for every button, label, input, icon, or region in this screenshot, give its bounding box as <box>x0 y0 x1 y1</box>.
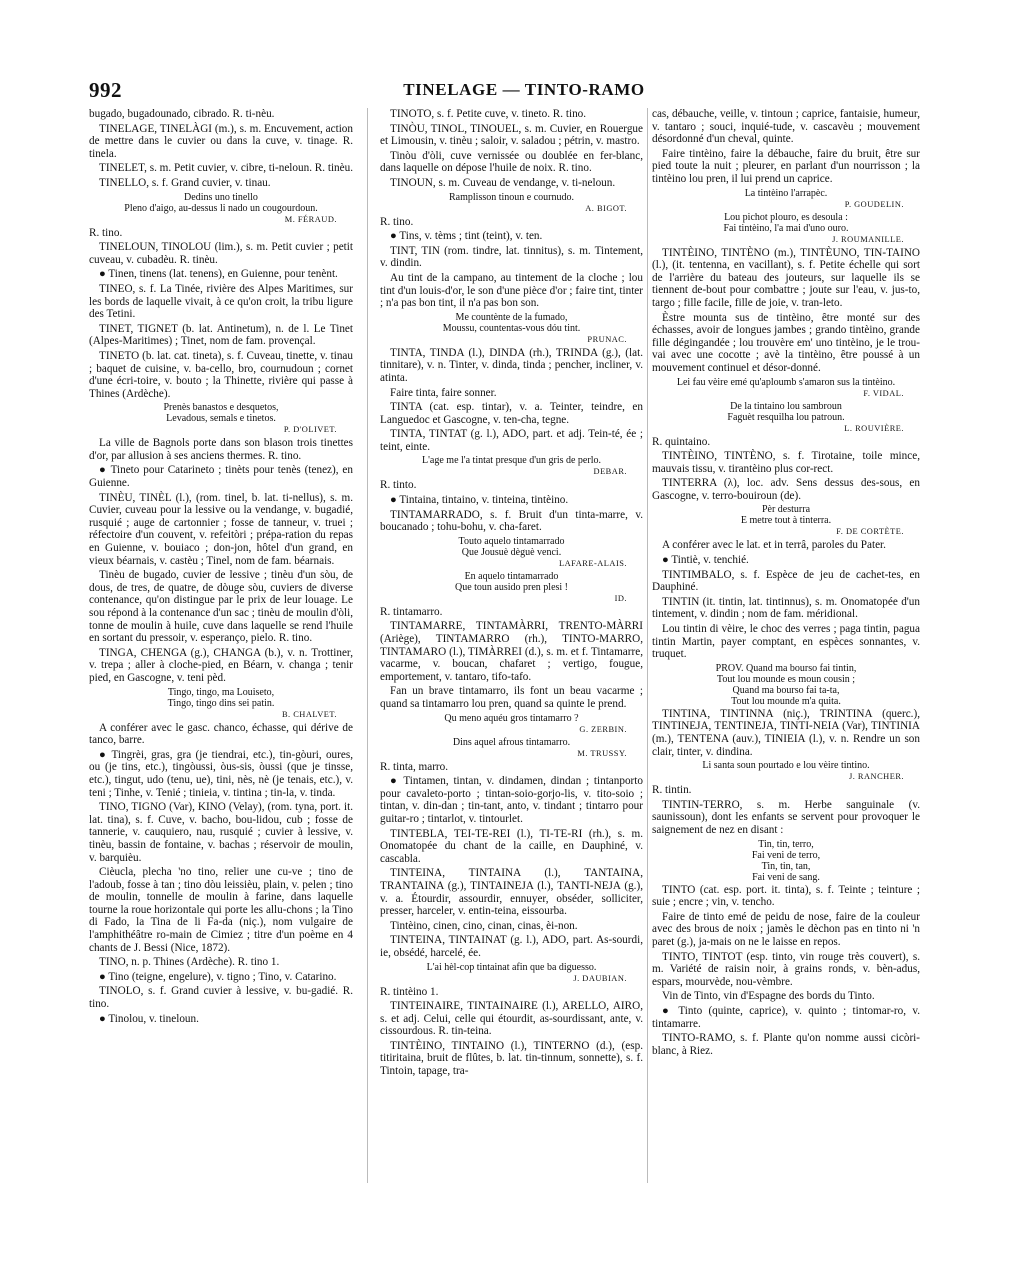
quotation: PROV. Quand ma bourso fai tintin, Tout lou mounde es moun cousin ; Quand ma bourso fai ta-ta, Tout lou mounde m'a quita. <box>715 662 857 707</box>
dictionary-entry: ● Tino (teigne, engelure), v. tigno ; Tino, v. Catarino. <box>99 970 337 983</box>
column-divider <box>367 108 368 1183</box>
dictionary-entry: TINTEBLA, TEI-TE-REI (l.), TI-TE-RI (rh.), s. m. Onomatopée du chant de la caille, en Dauphiné, v. cascabla. <box>380 827 643 865</box>
dictionary-entry: TINGA, CHENGA (g.), CHANGA (b.), v. n. Trottiner, v. trepa ; aller à cloche-pied, en Béarn, v. changa ; tenir pied, en Gascogne, v. teni pèd. <box>89 646 353 684</box>
dictionary-entry: TINTAMARRADO, s. f. Bruit d'un tinta-marre, v. boucanado ; tohu-bohu, v. cha-faret. <box>380 508 643 534</box>
page-number: 992 <box>89 78 122 102</box>
dictionary-entry: TINÈU, TINÈL (l.), (rom. tinel, b. lat. ti-nellus), s. m. Cuvier, cuveau pour la lessive ou la vendange, v. bugadié, rusquié ; auge de cartonnier ; fosse de tanneur, v. truei ; réfectoire d'un couvent, v. refeitòri ; prépa-ration du repas en Guienne, v. bouiaco ; don-jon, hôtel d'un grand, en vieux béarnais, v. castèu ; Tinel, nom de fam. béarnais. <box>89 491 353 567</box>
quotation: Tingo, tingo, ma Louiseto, Tingo, tingo dins sei patin. <box>167 686 275 709</box>
column-3 <box>652 108 920 1268</box>
quotation-attribution: A. BIGOT. <box>585 203 627 213</box>
dictionary-entry: ● Tins, v. tèms ; tint (teint), v. ten. <box>390 230 543 243</box>
quotation: Pèr desturra E metre tout à tinterra. <box>740 504 832 527</box>
dictionary-entry: ● Tinolou, v. tineloun. <box>99 1012 199 1025</box>
dictionary-entry: Vin de Tinto, vin d'Espagne des bords du Tinto. <box>662 990 875 1003</box>
dictionary-entry: TINELET, s. m. Petit cuvier, v. cibre, ti-neloun. R. tinèu. <box>99 162 353 175</box>
dictionary-entry: TINOUN, s. m. Cuveau de vendange, v. ti-neloun. <box>390 176 616 189</box>
dictionary-entry: TINTIN-TERRO, s. m. Herbe sanguinale (v. saunissoun), dont les enfants se servent pour provoquer le saignement de nez en disant : <box>652 798 920 836</box>
quotation-attribution: LAFARE-ALAIS. <box>559 558 627 568</box>
entry-continuation: R. tinto. <box>380 479 417 492</box>
dictionary-entry: TINETO (b. lat. cat. tineta), s. f. Cuveau, tinette, v. tinau ; baquet de cuisine, v. ba-cello, bro, cournudoun ; cornet d'une écri-toire, v. bouto ; la Thinette, rivière qui passe à Thines (Ardèche). <box>89 349 353 400</box>
dictionary-entry: TINELLO, s. f. Grand cuvier, v. tinau. <box>99 176 271 189</box>
quotation-attribution: B. CHALVET. <box>281 709 337 719</box>
dictionary-entry: Fan un brave tintamarro, ils font un beau vacarme ; quand sa tintamarro lou pren, quand sa quinte le prend. <box>380 685 643 710</box>
dictionary-entry: TINTÈINO, TINTAINO (l.), TINTERNO (d.), (esp. titiritaina, bruit de flûtes, b. lat. tin-tinnum, sonnette), s. f. Tintoin, tapage, tra- <box>380 1039 643 1078</box>
entry-continuation: bugado, bugadounado, cibrado. R. ti-nèu. <box>89 108 275 120</box>
quotation: Ramplisson tinoun e cournudo. <box>449 191 574 203</box>
dictionary-entry: ● Tintamen, tintan, v. dindamen, dindan ; tintanporto pour cavaleto-porto ; tintan-soio-gorjo-lis, v. tito-soio ; tintan, v. din-dan ; tin-tant, anto, v. tindant ; tintarro pour guitar-ro ; tintarlot, v. tintourlet. <box>380 775 643 825</box>
dictionary-entry: TINTINA, TINTINNA (niç.), TRINTINA (querc.), TINTINEJA, TENTINEJA, TINTI-NEIA (Var), TINTINIA (m.), TENTENA (auv.), TINIEIA (l.), v. n. Rendre un son clair, tinter, v. dindina. <box>652 707 920 758</box>
dictionary-entry: TINTEINAIRE, TINTAINAIRE (l.), ARELLO, AIRO, s. et adj. Celui, celle qui étourdit, as-sourdissant, ante, v. cissourdous. R. tin-teina. <box>380 1000 643 1038</box>
dictionary-entry: TINELAGE, TINELÀGI (m.), s. m. Encuvement, action de mettre dans le cuvier ou dans la cuve, v. tinage. R. tinela. <box>89 122 353 160</box>
dictionary-entry: TINTA (cat. esp. tintar), v. a. Teinter, teindre, en Languedoc et Gascogne, v. ten-cha, tegne. <box>380 401 643 426</box>
dictionary-entry: TINOTO, s. f. Petite cuve, v. tineto. R. tino. <box>390 108 587 120</box>
dictionary-entry: Faire tintèino, faire la débauche, faire du bruit, être sur pied toute la nuit ; pleurer, en parlant d'un nourrisson ; la tintèino lou pren, il lui prend un caprice. <box>652 147 920 185</box>
dictionary-entry: ● Tinen, tinens (lat. tenens), en Guienne, pour tenènt. <box>99 268 338 281</box>
quotation-attribution: M. TRUSSY. <box>577 748 627 758</box>
dictionary-entry: TINTÈINO, TINTÈNO, s. f. Tirotaine, toile mince, mauvais tissu, v. tirantèino plus cor-rect. <box>652 450 920 475</box>
quotation-attribution: PRUNAC. <box>587 334 627 344</box>
quotation: Me countènte de la fumado, Moussu, countentas-vous dóu tint. <box>442 311 581 334</box>
quotation: Qu meno aquéu gros tintamarro ? <box>444 712 579 724</box>
dictionary-entry: TINTIN (it. tintin, lat. tintinnus), s. m. Onomatopée d'un tintement, v. dindin ; nom de fam. méridional. <box>652 595 920 621</box>
dictionary-entry: Au tint de la campano, au tintement de la cloche ; lou tint d'un louis-d'or, le son d'une pièce d'or ; faire tint, tinter ; n'a pas bon tint, il n'a pas bon son. <box>380 271 643 310</box>
quotation-attribution: P. D'OLIVET. <box>283 425 337 435</box>
dictionary-entry: TINTEINA, TINTAINA (l.), TANTAINA, TRANTAINA (g.), TINTAINEJA (l.), TANTI-NEJA (g.), v. a. Étourdir, assourdir, ennuyer, obséder, solliciter, presser, harceler, v. entin-teina, eissourba. <box>380 867 643 918</box>
dictionary-entry: A conférer avec le gasc. chanco, échasse, qui dérive de tanco, barre. <box>89 721 353 747</box>
quotation: L'ai hèl-cop tintainat afin que ba diguesso. <box>426 961 597 973</box>
dictionary-entry: ● Tintiè, v. tenchié. <box>662 554 749 567</box>
entry-continuation: R. tinta, marro. <box>380 760 449 773</box>
dictionary-entry: TINELOUN, TINOLOU (lim.), s. m. Petit cuvier ; petit cuveau, v. cubadèu. R. tinèu. <box>89 241 353 266</box>
quotation-attribution: M. FÉRAUD. <box>284 214 337 224</box>
dictionary-entry: TINTAMARRE, TINTAMÀRRI, TRENTO-MÀRRI (Ariège), TINTAMARRO (rh.), TINTO-MARRO, TINTAMARO (l.), TIMÀRREI (d.), s. m. et f. Tintamarre, vacarme, v. boucan, chafaret ; vertigo, fougue, emportement, v. tantaro, tifo-tafo. <box>380 620 643 683</box>
dictionary-entry: TINO, TIGNO (Var), KINO (Velay), (rom. tyna, port. it. lat. tina), s. f. Cuve, v. bacho, bou-lidou, cub ; fosse de tannerie, v. cauquiero, nau, rusquié ; cuvier à lessive, v. tinèu, bassin de fontaine, v. bachas ; réservoir de moulin, v. barquièu. <box>89 801 353 864</box>
dictionary-entry: TINTO (cat. esp. port. it. tinta), s. f. Teinte ; teinture ; suie ; encre ; vin, v. tencho. <box>652 883 920 909</box>
quotation: Touto aquelo tintamarrado Que Jousuè dèguè venci. <box>458 535 565 558</box>
quotation: Li santa soun pourtado e lou vèire tintino. <box>702 760 870 772</box>
dictionary-entry: TINT, TIN (rom. tindre, lat. tinnitus), s. m. Tintement, v. dindin. <box>380 244 643 270</box>
dictionary-entry: A conférer avec le lat. et in terrâ, paroles du Pater. <box>662 539 886 552</box>
dictionary-entry: TINEO, s. f. La Tinée, rivière des Alpes Maritimes, sur les bords de laquelle vivait, à ce qu'on croit, la tribu ligure des Tetini. <box>89 282 353 321</box>
dictionary-entry: TINTA, TINDA (l.), DINDA (rh.), TRINDA (g.), (lat. tinnitare), v. n. Tinter, v. dinda, tinda ; pencher, incliner, v. atinta. <box>380 346 643 384</box>
dictionary-entry: TINO, n. p. Thines (Ardèche). R. tino 1. <box>99 956 280 969</box>
entry-continuation: cas, débauche, veille, v. tintoun ; caprice, fantaisie, humeur, v. tantaro ; souci, inquié-tude, v. cascavèu ; mouvement désordonné d'un cheval, quinte. <box>652 108 920 146</box>
quotation: Tin, tin, terro, Fai veni de terro, Tin, tin, tan, Fai veni de sang. <box>751 838 821 883</box>
quotation-attribution: J. DAUBIAN. <box>573 973 627 983</box>
dictionary-entry: TINTIMBALO, s. f. Espèce de jeu de cachet-tes, en Dauphiné. <box>652 568 920 594</box>
dictionary-entry: TINTEINA, TINTAINAT (g. l.), ADO, part. As-sourdi, ie, obsédé, harcelé, ée. <box>380 934 643 959</box>
dictionary-entry: Èstre mounta sus de tintèino, être monté sur des échasses, avoir de longues jambes ; grando tintèino, grande fille dégingandée ; lou trouvère em' uno tintèino, je le trou-vai avec une cocotte ; avè la tintèino, être poussé à un mouvement continuel et désor-donné. <box>652 311 920 374</box>
dictionary-entry: TINTO, TINTOT (esp. tinto, vin rouge très couvert), s. m. Variété de raisin noir, à grains ronds, v. bèn-adus, espars, mourvède, nou-vèmbre. <box>652 950 920 988</box>
quotation-attribution: ID. <box>614 593 627 603</box>
dictionary-entry: Tinòu d'òli, cuve vernissée ou doublée en fer-blanc, dans laquelle on dépose l'huile de noix. R. tino. <box>380 149 643 175</box>
column-2 <box>380 108 643 1268</box>
quotation: De la tintaino lou sambroun Faguèt resquilha lou patroun. <box>727 400 845 423</box>
column-divider <box>647 108 648 1183</box>
quotation-attribution: G. ZERBIN. <box>579 724 627 734</box>
entry-continuation: R. tintin. <box>652 784 692 797</box>
dictionary-entry: TINÒU, TINOL, TINOUEL, s. m. Cuvier, en Rouergue et Limousin, v. tinèu ; saloir, v. saladou ; pétrin, v. mastro. <box>380 122 643 148</box>
quotation: Dedins uno tinello Pleno d'aigo, au-dessus li nado un cougourdoun. <box>124 191 318 214</box>
quotation: Lou pichot plouro, es desoula : Fai tintèino, l'a mai d'uno ouro. <box>723 211 849 234</box>
entry-continuation: R. tintamarro. <box>380 605 443 618</box>
quotation-attribution: P. GOUDELIN. <box>844 199 904 209</box>
dictionary-entry: ● Tinto (quinte, caprice), v. quinto ; tintomar-ro, v. tintamarre. <box>652 1004 920 1030</box>
quotation: Lei fau vèire emé qu'aploumb s'amaron sus la tintèino. <box>676 376 896 388</box>
dictionary-entry: Cièucla, plecha 'no tino, relier une cu-ve ; tino de l'adoub, fosse à tan ; tino dòu leissièu, plain, v. pelen ; tino de moulin, tonnelle de moulin à farine, dans laquelle tourne la roue horizontale qui porte les allu-chons ; la Tino di Fado, la Tina de li Fa-da (niç.), nom vulgaire de l'amphithéâtre ro-main de Cimiez ; titre d'un poème en 4 chants de J. Bessi (Nice, 1872). <box>89 866 353 954</box>
dictionary-entry: Faire tinta, faire sonner. <box>390 386 497 399</box>
quotation-attribution: J. ROUMANILLE. <box>832 234 904 244</box>
quotation: En aquelo tintamarrado Que toun ausido pren plesi ! <box>454 570 569 593</box>
quotation: Dins aquel afrous tintamarro. <box>452 736 571 748</box>
dictionary-entry: Tintèino, cinen, cino, cinan, cinas, èi-non. <box>390 919 578 932</box>
quotation-attribution: F. DE CORTÈTE. <box>836 527 904 537</box>
quotation: La tintèino l'arrapèc. <box>744 187 828 199</box>
column-1 <box>89 108 353 1268</box>
dictionary-entry: Tinèu de bugado, cuvier de lessive ; tinèu d'un sòu, de dous, de tres, de quatre, de dòuge sòu, cuviers de diverse contenance, qu'on distingue par le prix de leur louage. Le sou répond à la contenance d'un sac ; tinèu de moulin d'òli, tonne de moulin à huile, cuve dans laquelle se rend l'huile en sortant du pressoir, v. esperanço, pielo. R. tino. <box>89 569 353 645</box>
entry-continuation: R. tino. <box>380 215 414 228</box>
dictionary-entry: Faire de tinto emé de peidu de nose, faire de la couleur avec des brous de noix ; jamès le dèchon pas en tinto ni 'n paret (g.), ja-mais on ne le laisse en repos. <box>652 910 920 948</box>
quotation-attribution: L. ROUVIÈRE. <box>844 423 904 433</box>
dictionary-entry: TINTERRA (λ), loc. adv. Sens dessus des-sous, en Gascogne, v. terro-bouiroun (de). <box>652 477 920 502</box>
dictionary-entry: ● Tintaina, tintaino, v. tinteina, tintèino. <box>390 494 569 507</box>
dictionary-entry: TINTO-RAMO, s. f. Plante qu'on nomme aussi cicòri-blanc, à Riez. <box>652 1032 920 1057</box>
dictionary-entry: TINOLO, s. f. Grand cuvier à lessive, v. bu-gadié. R. tino. <box>89 985 353 1011</box>
quotation: Prenès banastos e desquetos, Levadous, semals e tinetos. <box>163 402 279 425</box>
entry-continuation: R. tino. <box>89 226 123 239</box>
dictionary-entry: La ville de Bagnols porte dans son blason trois tinettes d'or, par allusion à ses anciens thermes. R. tino. <box>89 437 353 462</box>
quotation-attribution: F. VIDAL. <box>863 388 904 398</box>
dictionary-entry: ● Tingrèi, gras, gra (je tiendrai, etc.), tin-gòuri, oures, ou (je tins, etc.), tingòussi, òus-sis, òussi (que je tinsse, etc.), tingut, udo (tenu, ue), tini, nès, nè (je tenais, etc.), v. teni ; Tinhe, v. Tenié ; tinieia, v. tintina ; tin-la, v. tinda. <box>89 748 353 799</box>
quotation: L'age me l'a tintat presque d'un gris de perlo. <box>422 455 601 467</box>
entry-continuation: R. tintèino 1. <box>380 985 439 998</box>
dictionary-entry: TINET, TIGNET (b. lat. Antinetum), n. de l. Le Tinet (Alpes-Maritimes) ; Tinet, nom de fam. provençal. <box>89 322 353 348</box>
dictionary-entry: ● Tineto pour Catarineto ; tinèts pour tenès (tenez), en Guienne. <box>89 464 353 490</box>
entry-continuation: R. quintaino. <box>652 435 711 448</box>
quotation-attribution: J. RANCHER. <box>848 772 904 782</box>
running-head: TINELAGE — TINTO-RAMO <box>403 80 645 99</box>
quotation-attribution: DEBAR. <box>593 467 627 477</box>
dictionary-entry: Lou tintin di vèire, le choc des verres ; paga tintin, pagua tintin Martin, payer comptant, en espèces sonnantes, v. truquet. <box>652 623 920 661</box>
dictionary-entry: TINTÈINO, TINTÈNO (m.), TINTÈUNO, TIN-TAINO (l.), (it. tentenna, en vacillant), s. f. Petite échelle qui sort de l'arrière du bateau des jouteurs, sur laquelle ils se tiennent de-bout pour combattre ; joute sur l'eau, v. jus-to, targo ; fille facile, fille de joie, v. tran-leto. <box>652 246 920 309</box>
dictionary-entry: TINTA, TINTAT (g. l.), ADO, part. et adj. Tein-té, ée ; teint, einte. <box>380 428 643 453</box>
